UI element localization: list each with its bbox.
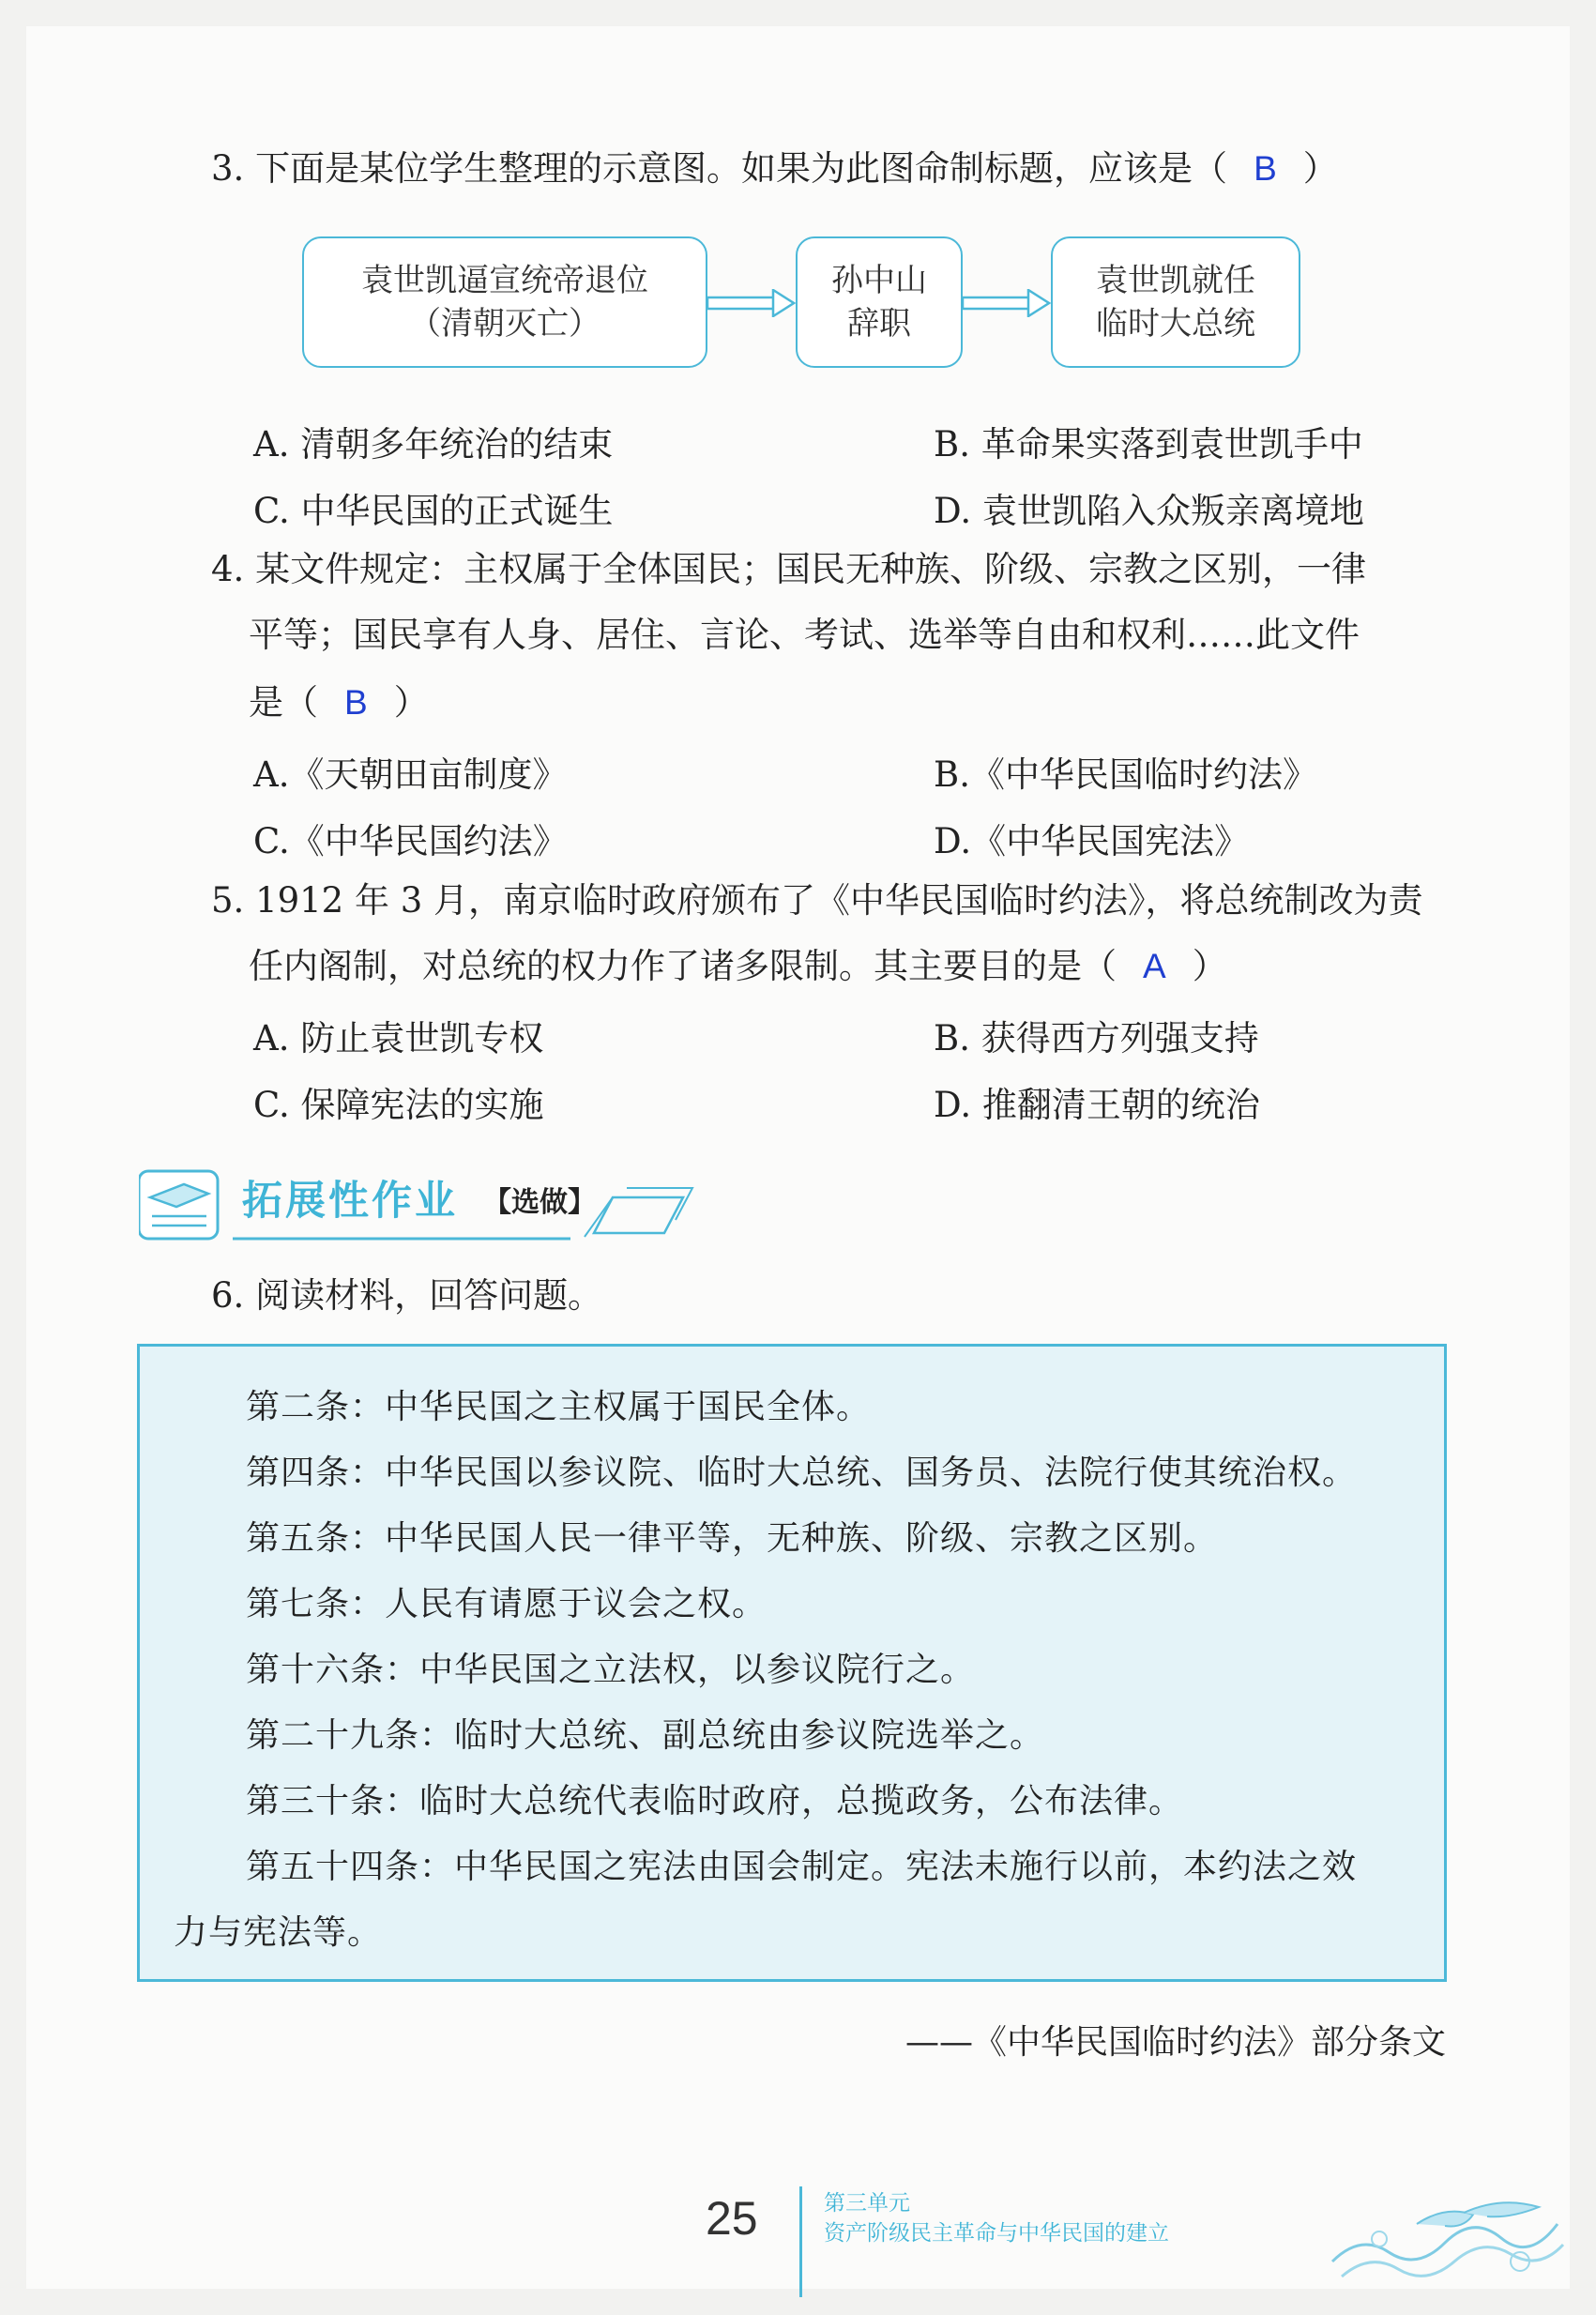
question-3-option-b: B. 革命果实落到袁世凯手中 xyxy=(934,424,1363,465)
question-4-option-a: A.《天朝田亩制度》 xyxy=(253,754,568,795)
question-4-line-3: 是（ B ） xyxy=(249,682,429,723)
diagram-box-1-line-2: （清朝灭亡） xyxy=(409,305,600,343)
question-5-option-d: D. 推翻清王朝的统治 xyxy=(934,1085,1260,1125)
article-54-continued: 力与宪法等。 xyxy=(174,1913,383,1952)
diagram-box-2 xyxy=(796,236,963,368)
question-3-answer: B xyxy=(1254,149,1277,188)
material-source: ——《中华民国临时约法》部分条文 xyxy=(904,2023,1446,2062)
diagram-box-3-line-2: 临时大总统 xyxy=(1096,305,1255,343)
question-3-option-d: D. 袁世凯陷入众叛亲离境地 xyxy=(934,491,1364,531)
question-5-line-1: 5. 1912 年 3 月，南京临时政府颁布了《中华民国临时约法》，将总统制改为责 xyxy=(211,880,1423,921)
article-29: 第二十九条：临时大总统、副总统由参议院选举之。 xyxy=(246,1716,1045,1755)
diagram-box-2-line-1: 孙中山 xyxy=(831,262,927,299)
section-tag: 【选做】 xyxy=(483,1186,596,1219)
question-4-line-1: 4. 某文件规定：主权属于全体国民；国民无种族、阶级、宗教之区别，一律 xyxy=(211,549,1367,589)
question-6-stem: 6. 阅读材料，回答问题。 xyxy=(211,1275,603,1316)
diagram-arrow-1 xyxy=(707,289,796,317)
question-4-option-b: B.《中华民国临时约法》 xyxy=(934,754,1317,795)
article-4: 第四条：中华民国以参议院、临时大总统、国务员、法院行使其统治权。 xyxy=(246,1454,1358,1492)
diagram-box-2-line-2: 辞职 xyxy=(847,305,911,343)
diagram-box-1-line-1: 袁世凯逼宣统帝退位 xyxy=(361,262,648,299)
material-box xyxy=(137,1344,1447,1982)
diagram-box-3-line-1: 袁世凯就任 xyxy=(1096,262,1255,299)
question-3-stem: 3. 下面是某位学生整理的示意图。如果为此图命制标题，应该是（ B ） xyxy=(211,148,1338,189)
question-5-line-2: 任内阁制，对总统的权力作了诸多限制。其主要目的是（ A ） xyxy=(249,946,1227,986)
question-5-option-b: B. 获得西方列强支持 xyxy=(934,1018,1259,1059)
article-7: 第七条：人民有请愿于议会之权。 xyxy=(246,1585,768,1623)
diagram-box-1 xyxy=(302,236,707,368)
question-5-option-a: A. 防止袁世凯专权 xyxy=(253,1018,544,1059)
article-5: 第五条：中华民国人民一律平等，无种族、阶级、宗教之区别。 xyxy=(246,1519,1219,1558)
question-5-answer: A xyxy=(1143,947,1166,985)
footer-unit-number: 第三单元 xyxy=(824,2191,910,2216)
article-30: 第三十条：临时大总统代表临时政府，总揽政务，公布法律。 xyxy=(246,1782,1184,1820)
article-54: 第五十四条：中华民国之宪法由国会制定。宪法未施行以前，本约法之效 xyxy=(246,1848,1358,1886)
question-3-option-c: C. 中华民国的正式诞生 xyxy=(253,491,614,531)
footer-unit xyxy=(824,2188,1169,2248)
article-16: 第十六条：中华民国之立法权，以参议院行之。 xyxy=(246,1651,976,1689)
question-4-option-d: D.《中华民国宪法》 xyxy=(934,821,1250,861)
question-4-answer: B xyxy=(344,683,368,722)
question-3-option-a: A. 清朝多年统治的结束 xyxy=(253,424,614,465)
article-2: 第二条：中华民国之主权属于国民全体。 xyxy=(246,1388,872,1426)
section-title: 拓展性作业 xyxy=(242,1178,458,1225)
question-4-line-2: 平等；国民享有人身、居住、言论、考试、选举等自由和权利……此文件 xyxy=(249,615,1360,655)
wave-decoration-icon xyxy=(1323,2186,1569,2290)
diagram-box-3 xyxy=(1051,236,1300,368)
page-number: 25 xyxy=(706,2192,758,2245)
footer-divider xyxy=(799,2186,802,2297)
question-5-option-c: C. 保障宪法的实施 xyxy=(253,1085,544,1125)
footer-unit-title: 资产阶级民主革命与中华民国的建立 xyxy=(824,2221,1169,2246)
question-4-option-c: C.《中华民国约法》 xyxy=(253,821,568,861)
diagram-arrow-2 xyxy=(963,289,1051,317)
